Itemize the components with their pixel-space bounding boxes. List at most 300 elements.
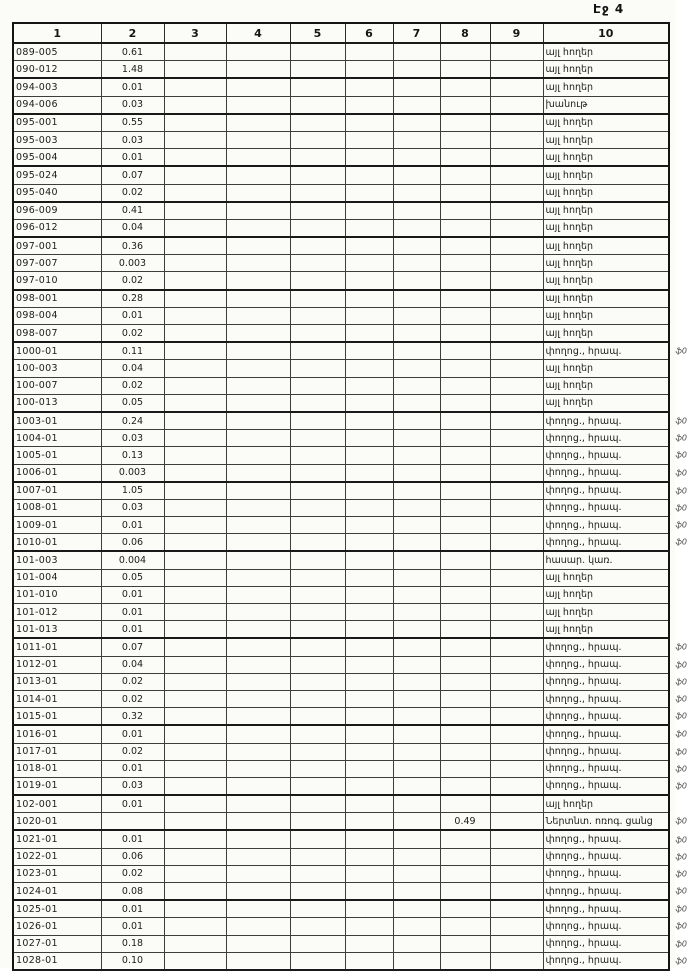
- cell-col3: [164, 883, 226, 901]
- land-use-text: այլ հողեր: [545, 397, 594, 409]
- cell-col7: [393, 43, 440, 61]
- cell-col6: [345, 202, 393, 220]
- cell-col3: [164, 61, 226, 79]
- cell-land-use: [543, 517, 687, 534]
- table-row: [13, 795, 669, 813]
- table-row: [13, 255, 669, 272]
- cell-col6: [345, 848, 393, 865]
- cell-col3: [164, 673, 226, 690]
- cell-col4: [226, 517, 290, 534]
- cell-parcel-code: 094-006: [13, 96, 101, 114]
- cell-col9: [490, 255, 543, 272]
- cell-col7: [393, 430, 440, 447]
- cell-parcel-code: 1007-01: [13, 482, 101, 500]
- cell-col3: [164, 166, 226, 184]
- cell-col3: [164, 255, 226, 272]
- cell-area-value: 0.01: [101, 918, 164, 935]
- land-use-text: փողոց., հրապ.: [545, 938, 622, 950]
- cell-col6: [345, 255, 393, 272]
- margin-note-annotation: ֆ0: [675, 729, 687, 739]
- cell-parcel-code: 095-003: [13, 131, 101, 148]
- land-use-text: այլ հողեր: [545, 134, 594, 146]
- cell-col8-value: [440, 237, 490, 255]
- land-use-text: այլ հողեր: [545, 275, 594, 287]
- cell-col6: [345, 690, 393, 707]
- cell-col4: [226, 96, 290, 114]
- cell-area-value: 0.55: [101, 114, 164, 132]
- table-row: [13, 569, 669, 586]
- cell-col9: [490, 813, 543, 831]
- cell-col5: [290, 830, 345, 848]
- cell-area-value: 0.04: [101, 219, 164, 237]
- land-use-text: այլ հողեր: [545, 327, 594, 339]
- table-row: [13, 394, 669, 412]
- land-use-text: այլ հողեր: [545, 222, 594, 234]
- cell-col8-value: [440, 604, 490, 621]
- cell-col7: [393, 621, 440, 639]
- cell-col5: [290, 743, 345, 760]
- cell-area-value: 0.03: [101, 96, 164, 114]
- cell-col4: [226, 725, 290, 743]
- cell-col6: [345, 743, 393, 760]
- cell-col4: [226, 482, 290, 500]
- cell-col5: [290, 43, 345, 61]
- table-row: [13, 517, 669, 534]
- table-row: [13, 360, 669, 377]
- cell-col4: [226, 255, 290, 272]
- cell-col4: [226, 830, 290, 848]
- land-use-text: այլ հողեր: [545, 798, 594, 810]
- cell-land-use: [543, 673, 687, 690]
- cell-land-use: [543, 447, 687, 464]
- cell-parcel-code: 1021-01: [13, 830, 101, 848]
- cell-col5: [290, 813, 345, 831]
- cell-col6: [345, 464, 393, 482]
- cell-area-value: 0.07: [101, 638, 164, 656]
- cell-col3: [164, 360, 226, 377]
- cell-col8-value: [440, 690, 490, 707]
- margin-note-annotation: ֆ0: [675, 711, 687, 721]
- cell-parcel-code: 1024-01: [13, 883, 101, 901]
- cell-col4: [226, 690, 290, 707]
- cell-col6: [345, 569, 393, 586]
- cell-col9: [490, 952, 543, 970]
- cell-col8-value: [440, 517, 490, 534]
- cell-area-value: 0.24: [101, 412, 164, 430]
- land-use-text: փողոց., հրապ.: [545, 676, 622, 688]
- cell-col8-value: [440, 935, 490, 952]
- cell-col7: [393, 900, 440, 918]
- cell-col7: [393, 777, 440, 795]
- cell-col7: [393, 482, 440, 500]
- cell-col5: [290, 952, 345, 970]
- table-row: [13, 621, 669, 639]
- table-row: [13, 307, 669, 324]
- cell-col9: [490, 96, 543, 114]
- cell-col9: [490, 114, 543, 132]
- cell-area-value: 0.04: [101, 360, 164, 377]
- margin-note-annotation: ֆ0: [675, 694, 687, 704]
- cell-area-value: 0.03: [101, 131, 164, 148]
- cell-col8-value: [440, 360, 490, 377]
- cell-col8-value: [440, 430, 490, 447]
- cell-col9: [490, 149, 543, 167]
- land-use-text: փողոց., հրապ.: [545, 851, 622, 863]
- land-use-text: այլ հողեր: [545, 117, 594, 129]
- cell-col3: [164, 830, 226, 848]
- cell-col3: [164, 725, 226, 743]
- cell-parcel-code: 100-007: [13, 377, 101, 394]
- cell-col6: [345, 517, 393, 534]
- cell-col9: [490, 290, 543, 308]
- cell-col8-value: [440, 534, 490, 552]
- cell-area-value: 0.004: [101, 551, 164, 569]
- cell-col9: [490, 499, 543, 516]
- cell-col7: [393, 272, 440, 290]
- cell-parcel-code: 097-007: [13, 255, 101, 272]
- cell-col4: [226, 184, 290, 202]
- cell-col4: [226, 534, 290, 552]
- cell-col5: [290, 690, 345, 707]
- cell-col5: [290, 237, 345, 255]
- cell-col3: [164, 342, 226, 360]
- cell-col3: [164, 96, 226, 114]
- cell-col8-value: [440, 482, 490, 500]
- cell-col7: [393, 377, 440, 394]
- table-row: [13, 464, 669, 482]
- cell-col3: [164, 499, 226, 516]
- cell-col8-value: 0.49: [440, 813, 490, 831]
- cell-col5: [290, 656, 345, 673]
- cell-col7: [393, 848, 440, 865]
- cell-col4: [226, 272, 290, 290]
- cell-col7: [393, 656, 440, 673]
- cell-col7: [393, 412, 440, 430]
- cell-col9: [490, 708, 543, 726]
- land-use-text: փողոց., հրապ.: [545, 345, 622, 357]
- land-use-text: խանութ: [545, 99, 588, 111]
- margin-note-annotation: ֆ0: [675, 642, 687, 652]
- cell-land-use: [543, 813, 687, 831]
- cell-land-use: [543, 394, 669, 412]
- margin-note-annotation: ֆ0: [675, 433, 687, 443]
- cell-col6: [345, 96, 393, 114]
- cell-col9: [490, 430, 543, 447]
- cell-col7: [393, 743, 440, 760]
- land-use-text: այլ հողեր: [545, 606, 594, 618]
- cell-col5: [290, 114, 345, 132]
- cell-area-value: 1.05: [101, 482, 164, 500]
- cell-col9: [490, 569, 543, 586]
- land-use-text: փողոց., հրապ.: [545, 659, 622, 671]
- cell-col3: [164, 534, 226, 552]
- cell-col6: [345, 149, 393, 167]
- cell-parcel-code: 102-001: [13, 795, 101, 813]
- cell-col3: [164, 43, 226, 61]
- cell-land-use: [543, 499, 687, 516]
- cell-land-use: [543, 377, 669, 394]
- cell-col9: [490, 325, 543, 343]
- land-use-text: այլ հողեր: [545, 63, 594, 75]
- cell-col3: [164, 325, 226, 343]
- cell-land-use: [543, 604, 669, 621]
- cell-col5: [290, 918, 345, 935]
- cell-col4: [226, 499, 290, 516]
- land-use-text: փողոց., հրապ.: [545, 780, 622, 792]
- cell-col7: [393, 918, 440, 935]
- cell-col3: [164, 149, 226, 167]
- cell-area-value: 0.003: [101, 255, 164, 272]
- cell-col4: [226, 586, 290, 603]
- land-use-text: փողոց., հրապ.: [545, 728, 622, 740]
- land-use-text: փողոց., հրապ.: [545, 955, 622, 967]
- cell-land-use: [543, 777, 687, 795]
- cell-parcel-code: 101-003: [13, 551, 101, 569]
- column-header-10: 10: [543, 23, 669, 43]
- cell-col7: [393, 325, 440, 343]
- cell-col7: [393, 114, 440, 132]
- land-use-text: այլ հողեր: [545, 589, 594, 601]
- cell-land-use: [543, 131, 669, 148]
- cell-col5: [290, 604, 345, 621]
- cell-parcel-code: 1025-01: [13, 900, 101, 918]
- cell-col8-value: [440, 202, 490, 220]
- cell-land-use: [543, 78, 669, 96]
- table-row: [13, 430, 669, 447]
- cell-parcel-code: 095-001: [13, 114, 101, 132]
- cell-parcel-code: 1015-01: [13, 708, 101, 726]
- cell-parcel-code: 098-001: [13, 290, 101, 308]
- land-use-text: Ներտնտ. ոռոգ. ցանց: [545, 815, 653, 827]
- cell-col9: [490, 219, 543, 237]
- cell-land-use: [543, 551, 669, 569]
- table-row: [13, 830, 669, 848]
- land-use-text: այլ հողեր: [545, 187, 594, 199]
- table-row: [13, 184, 669, 202]
- cell-land-use: [543, 830, 687, 848]
- land-use-text: փողոց., հրապ.: [545, 885, 622, 897]
- cell-area-value: 0.61: [101, 43, 164, 61]
- cell-col6: [345, 777, 393, 795]
- cell-land-use: [543, 952, 687, 970]
- cell-parcel-code: 098-007: [13, 325, 101, 343]
- cell-area-value: 0.36: [101, 237, 164, 255]
- cell-area-value: 0.01: [101, 586, 164, 603]
- cell-col6: [345, 604, 393, 621]
- cell-col6: [345, 219, 393, 237]
- column-header-9: 9: [490, 23, 543, 43]
- cell-area-value: 0.05: [101, 569, 164, 586]
- cell-area-value: 0.01: [101, 307, 164, 324]
- land-use-text: փողոց., հրապ.: [545, 502, 622, 514]
- land-use-text: փողոց., հրապ.: [545, 868, 622, 880]
- cell-col5: [290, 307, 345, 324]
- margin-note-annotation: ֆ0: [675, 921, 687, 931]
- cell-col8-value: [440, 883, 490, 901]
- cell-land-use: [543, 237, 669, 255]
- margin-note-annotation: ֆ0: [675, 886, 687, 896]
- cell-col6: [345, 883, 393, 901]
- land-use-text: այլ հողեր: [545, 205, 594, 217]
- cell-col3: [164, 377, 226, 394]
- cell-col3: [164, 184, 226, 202]
- table-row: [13, 78, 669, 96]
- cell-col5: [290, 935, 345, 952]
- cell-area-value: 0.32: [101, 708, 164, 726]
- column-header-6: 6: [345, 23, 393, 43]
- cell-area-value: 0.02: [101, 865, 164, 882]
- cell-col4: [226, 114, 290, 132]
- cell-area-value: 0.04: [101, 656, 164, 673]
- page-number-label: Էջ 4: [593, 2, 625, 16]
- margin-note-annotation: ֆ0: [675, 346, 687, 356]
- margin-note-annotation: ֆ0: [675, 416, 687, 426]
- cell-area-value: 0.03: [101, 499, 164, 516]
- cell-area-value: 0.01: [101, 830, 164, 848]
- cell-col5: [290, 848, 345, 865]
- cell-col6: [345, 412, 393, 430]
- cell-col9: [490, 272, 543, 290]
- cell-col6: [345, 656, 393, 673]
- cell-col5: [290, 184, 345, 202]
- cell-col7: [393, 586, 440, 603]
- land-use-text: այլ հողեր: [545, 362, 594, 374]
- cell-col6: [345, 307, 393, 324]
- margin-note-annotation: ֆ0: [675, 835, 687, 845]
- cell-parcel-code: 094-003: [13, 78, 101, 96]
- cell-col6: [345, 621, 393, 639]
- cell-col3: [164, 219, 226, 237]
- cell-col9: [490, 394, 543, 412]
- cell-col4: [226, 325, 290, 343]
- table-row: [13, 290, 669, 308]
- cell-col5: [290, 621, 345, 639]
- cell-land-use: [543, 656, 687, 673]
- margin-note-annotation: ֆ0: [675, 764, 687, 774]
- cell-area-value: 0.02: [101, 377, 164, 394]
- cell-parcel-code: 1027-01: [13, 935, 101, 952]
- cell-col7: [393, 551, 440, 569]
- cell-col5: [290, 290, 345, 308]
- cell-land-use: [543, 918, 687, 935]
- cell-col7: [393, 307, 440, 324]
- cell-col3: [164, 447, 226, 464]
- cell-land-use: [543, 61, 669, 79]
- cell-col7: [393, 394, 440, 412]
- cell-col9: [490, 61, 543, 79]
- cell-col7: [393, 255, 440, 272]
- cell-col7: [393, 673, 440, 690]
- cell-col4: [226, 202, 290, 220]
- cell-col5: [290, 394, 345, 412]
- cell-col3: [164, 760, 226, 777]
- table-row: [13, 813, 669, 831]
- land-use-text: փողոց., հրապ.: [545, 432, 622, 444]
- cell-area-value: 0.02: [101, 272, 164, 290]
- cell-col9: [490, 883, 543, 901]
- cell-col8-value: [440, 760, 490, 777]
- cell-col5: [290, 219, 345, 237]
- cell-parcel-code: 095-024: [13, 166, 101, 184]
- cell-col6: [345, 61, 393, 79]
- cell-col3: [164, 935, 226, 952]
- cell-col7: [393, 202, 440, 220]
- cell-col4: [226, 760, 290, 777]
- cell-col5: [290, 586, 345, 603]
- land-use-text: փողոց., հրապ.: [545, 519, 622, 531]
- cell-col8-value: [440, 166, 490, 184]
- cell-col6: [345, 673, 393, 690]
- cell-col3: [164, 412, 226, 430]
- cell-land-use: [543, 586, 669, 603]
- column-header-1: 1: [13, 23, 101, 43]
- cell-col8-value: [440, 61, 490, 79]
- cell-col6: [345, 430, 393, 447]
- cell-col4: [226, 290, 290, 308]
- cell-parcel-code: 1011-01: [13, 638, 101, 656]
- cell-land-use: [543, 708, 687, 726]
- cell-parcel-code: 095-004: [13, 149, 101, 167]
- cell-parcel-code: 089-005: [13, 43, 101, 61]
- table-row: [13, 131, 669, 148]
- table-row: [13, 61, 669, 79]
- cell-col9: [490, 202, 543, 220]
- cell-col7: [393, 604, 440, 621]
- cell-col7: [393, 517, 440, 534]
- cell-parcel-code: 1009-01: [13, 517, 101, 534]
- cell-col8-value: [440, 325, 490, 343]
- cell-col9: [490, 166, 543, 184]
- cell-col4: [226, 307, 290, 324]
- cell-col7: [393, 760, 440, 777]
- cell-col8-value: [440, 725, 490, 743]
- cell-col9: [490, 78, 543, 96]
- land-use-text: փողոց., հրապ.: [545, 710, 622, 722]
- cell-col4: [226, 219, 290, 237]
- cell-parcel-code: 096-009: [13, 202, 101, 220]
- land-use-text: այլ հողեր: [545, 572, 594, 584]
- cell-land-use: [543, 96, 669, 114]
- cell-col9: [490, 482, 543, 500]
- cell-col8-value: [440, 795, 490, 813]
- cell-col8-value: [440, 830, 490, 848]
- cell-parcel-code: 1014-01: [13, 690, 101, 707]
- cell-col5: [290, 725, 345, 743]
- table-row: [13, 534, 669, 552]
- cell-col4: [226, 656, 290, 673]
- cell-col6: [345, 708, 393, 726]
- cell-area-value: 0.03: [101, 430, 164, 447]
- cell-area-value: 0.01: [101, 760, 164, 777]
- cell-col7: [393, 883, 440, 901]
- table-row: [13, 272, 669, 290]
- cell-col5: [290, 534, 345, 552]
- cell-area-value: 0.02: [101, 743, 164, 760]
- table-row: [13, 725, 669, 743]
- cell-col8-value: [440, 96, 490, 114]
- cell-land-use: [543, 325, 669, 343]
- cell-parcel-code: 1013-01: [13, 673, 101, 690]
- land-use-text: փողոց., հրապ.: [545, 763, 622, 775]
- cell-col6: [345, 377, 393, 394]
- cell-land-use: [543, 219, 669, 237]
- cell-land-use: [543, 290, 669, 308]
- cell-col4: [226, 604, 290, 621]
- cell-col5: [290, 777, 345, 795]
- cell-col9: [490, 586, 543, 603]
- cell-col4: [226, 360, 290, 377]
- cell-col4: [226, 237, 290, 255]
